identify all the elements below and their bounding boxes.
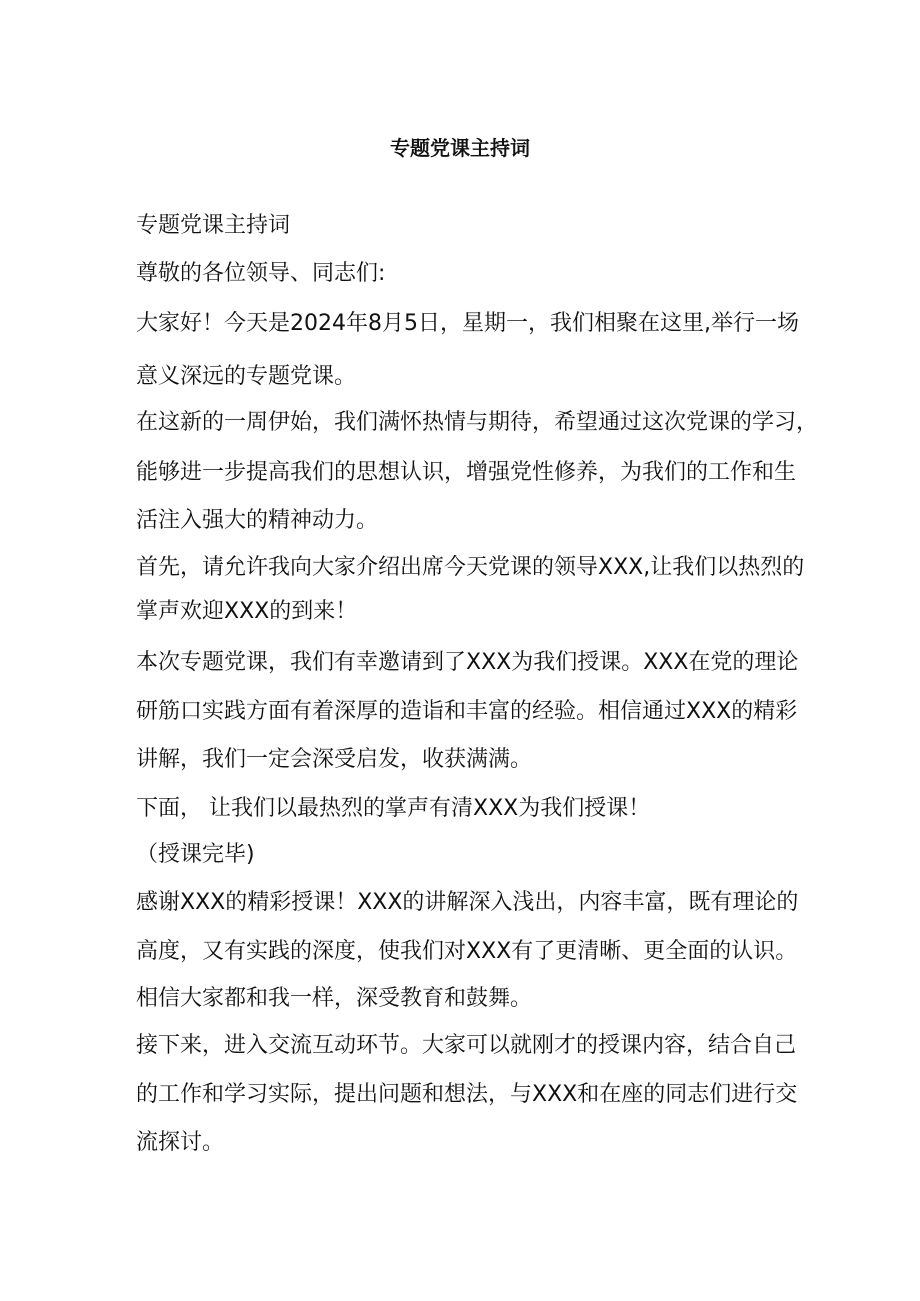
body-line: 接下来，进入交流互动环节。大家可以就刚才的授课内容，结合自己 (136, 1033, 797, 1058)
body-line: 高度，又有实践的深度，使我们对XXX有了更清晰、更全面的认识。 (136, 939, 798, 964)
body-line: 相信大家都和我一样，深受教育和鼓舞。 (136, 986, 533, 1011)
body-line: 意义深远的专题党课。 (136, 364, 357, 389)
body-line: 感谢XXX的精彩授课！XXX的讲解深入浅出，内容丰富，既有理论的 (136, 890, 799, 915)
body-line: 本次专题党课，我们有幸邀请到了XXX为我们授课。XXX在党的理论 (136, 650, 799, 675)
body-line: 专题党课主持词 (136, 213, 291, 238)
body-line: 流探讨。 (136, 1130, 225, 1155)
body-line: 首先，请允许我向大家介绍出席今天党课的领导XXX,让我们以热烈的 (136, 555, 805, 580)
body-line: 在这新的一周伊始，我们满怀热情与期待，希望通过这次党课的学习， (136, 410, 819, 435)
body-line: 下面， 让我们以最热烈的掌声有清XXX为我们授课！ (136, 796, 651, 821)
body-line: 掌声欢迎XXX的到来！ (136, 599, 358, 624)
body-line: 能够进一步提高我们的思想认识，增强党性修养，为我们的工作和生 (136, 460, 797, 485)
body-line: 活注入强大的精神动力。 (136, 508, 379, 533)
body-line: 大家好！今天是2024年8月5日，星期一，我们相聚在这里,举行一场 (136, 311, 799, 336)
body-line: 讲解，我们一定会深受启发，收获满满。 (136, 747, 533, 772)
body-line: 研筋口实践方面有着深厚的造诣和丰富的经验。相信通过XXX的精彩 (136, 699, 798, 724)
document-title: 专题党课主持词 (390, 136, 530, 160)
body-line: 尊敬的各位领导、同志们: (136, 261, 386, 286)
body-line: （授课完毕) (136, 842, 255, 867)
body-line: 的工作和学习实际，提出问题和想法，与XXX和在座的同志们进行交 (136, 1082, 798, 1107)
